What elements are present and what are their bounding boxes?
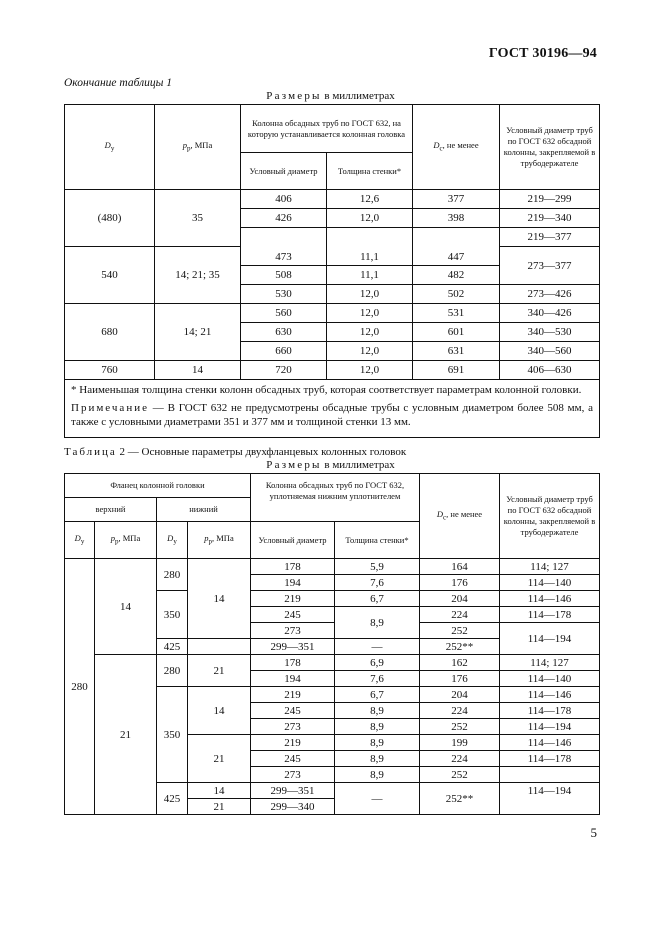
cell: 560 [241, 304, 327, 323]
t2-dy-lower: 350 [157, 591, 188, 639]
dimensions-word: Размеры [266, 459, 322, 471]
cell: 178 [251, 655, 335, 671]
cell: 114—140 [500, 671, 600, 687]
cell: 398 [413, 209, 500, 228]
t1-pp: 14; 21 [155, 304, 241, 361]
t2-pp-lower: 21 [188, 799, 251, 815]
cell: 114; 127 [500, 655, 600, 671]
cell: 12,0 [327, 209, 413, 228]
cell: 12,0 [327, 285, 413, 304]
table-row [65, 304, 600, 323]
table-row [65, 190, 600, 209]
t1-footnote: * Наименьшая толщина стенки колонн обсадных труб, которая соответствует параметрам колонной головки. [71, 384, 582, 396]
cell: 114—178 [500, 607, 600, 623]
cell: 720 [241, 361, 327, 380]
cell: 11,1 [327, 266, 413, 285]
t2-header-column: Колонна обсадных труб по ГОСТ 632, уплотняемая нижним уплотнителем [251, 474, 420, 522]
cell: 219 [251, 591, 335, 607]
cell: 447 [413, 228, 500, 266]
t1-dy: 680 [65, 304, 155, 361]
cell: 199 [420, 735, 500, 751]
t2-header-wall: Толщина стенки* [335, 522, 420, 559]
cell: 178 [251, 559, 335, 575]
t2-header-pp-upper: $p_p$, МПа [95, 522, 157, 559]
t2-header-upper: верхний [65, 498, 157, 522]
cell: 245 [251, 751, 335, 767]
cell: 219 [251, 735, 335, 751]
cell: 114—194 [500, 783, 600, 815]
t2-pp-lower: 14 [188, 687, 251, 735]
cell: 114—194 [500, 623, 600, 655]
cell: 482 [413, 266, 500, 285]
t2-dy-lower: 350 [157, 687, 188, 783]
t2-pp-lower: 21 [188, 735, 251, 783]
cell: 8,9 [335, 607, 420, 639]
cell: 176 [420, 575, 500, 591]
table1-continuation-label: Окончание таблицы 1 [64, 77, 172, 89]
cell: 426 [241, 209, 327, 228]
table1 [64, 104, 600, 438]
cell: 114—140 [500, 575, 600, 591]
t1-header-column: Колонна обсадных труб по ГОСТ 632, на которую устанавливается колонная головка [241, 105, 413, 153]
t1-header-wall: Толщина стенки* [327, 153, 413, 190]
cell: 273 [251, 767, 335, 783]
cell: 194 [251, 575, 335, 591]
cell: 252 [420, 719, 500, 735]
cell: 8,9 [335, 751, 420, 767]
cell: 219 [251, 687, 335, 703]
cell: 630 [241, 323, 327, 342]
cell: 114—178 [500, 751, 600, 767]
cell: 224 [420, 703, 500, 719]
cell: — [335, 639, 420, 655]
cell: 224 [420, 751, 500, 767]
t2-pp-lower: 14 [188, 783, 251, 799]
cell: 299—351 [251, 639, 335, 655]
cell: 406—630 [500, 361, 600, 380]
cell: 8,9 [335, 767, 420, 783]
t1-pp: 35 [155, 190, 241, 247]
cell: 406 [241, 190, 327, 209]
t1-header-pp: $p_p$, МПа [155, 105, 241, 190]
t2-pp-upper: 14 [95, 559, 157, 655]
cell: 114—146 [500, 591, 600, 607]
t2-dy-lower: 425 [157, 783, 188, 815]
cell: 12,0 [327, 342, 413, 361]
t2-header-dc: $D_c$, не менее [420, 474, 500, 559]
t1-header-dc: $D_c$, не менее [413, 105, 500, 190]
cell: 273 [251, 623, 335, 639]
t2-pp-upper: 21 [95, 655, 157, 815]
cell: 114—178 [500, 703, 600, 719]
cell: 299—351 [251, 783, 335, 799]
t2-header-cond-diam-long: Условный диаметр труб по ГОСТ 632 обсадной колонны, закрепляемой в трубодержателе [500, 474, 600, 559]
t2-pp-lower: 21 [188, 655, 251, 687]
t2-header-pp-lower: $p_p$, МПа [188, 522, 251, 559]
t1-header-cond-diam: Условный диаметр [241, 153, 327, 190]
cell: 299—340 [251, 799, 335, 815]
cell: 601 [413, 323, 500, 342]
cell: 530 [241, 285, 327, 304]
cell: 219—340 [500, 209, 600, 228]
cell: 508 [241, 266, 327, 285]
cell: 204 [420, 687, 500, 703]
cell: 219—377 [500, 228, 600, 247]
table2 [64, 473, 600, 815]
dimensions-word: Размеры [266, 90, 322, 102]
t2-header-flange: Фланец колонной головки [65, 474, 251, 498]
cell: 7,6 [335, 671, 420, 687]
cell: 340—560 [500, 342, 600, 361]
cell [500, 767, 600, 783]
cell: 12,0 [327, 361, 413, 380]
t1-pp: 14 [155, 361, 241, 380]
cell: — [335, 783, 420, 815]
cell: 8,9 [335, 703, 420, 719]
cell: 6,9 [335, 655, 420, 671]
t1-note: Примечание — В ГОСТ 632 не предусмотрены обсадные трубы с условным диаметром более 508 мм, а также с условными диаметрами 351 и 377 мм и толщиной стенки 13 мм. [71, 402, 594, 428]
t2-header-dy-upper: $D_y$ [65, 522, 95, 559]
cell: 176 [420, 671, 500, 687]
t2-header-dy-lower: $D_y$ [157, 522, 188, 559]
cell: 660 [241, 342, 327, 361]
t2-header-lower: нижний [157, 498, 251, 522]
cell: 6,7 [335, 591, 420, 607]
table-row [65, 559, 600, 575]
cell: 273 [251, 719, 335, 735]
t2-header-cond-diam: Условный диаметр [251, 522, 335, 559]
t1-dy: (480) [65, 190, 155, 247]
table2-dimensions-caption [0, 459, 661, 471]
t2-dy-lower: 280 [157, 559, 188, 591]
cell [188, 639, 251, 655]
cell: 245 [251, 607, 335, 623]
cell: 273—426 [500, 285, 600, 304]
cell: 12,0 [327, 304, 413, 323]
dimensions-unit: в миллиметрах [324, 90, 395, 102]
cell: 194 [251, 671, 335, 687]
t2-dy-lower: 425 [157, 639, 188, 655]
document-standard-number: ГОСТ 30196—94 [488, 46, 597, 61]
cell: 252 [420, 767, 500, 783]
cell: 204 [420, 591, 500, 607]
cell: 8,9 [335, 719, 420, 735]
cell: 219—299 [500, 190, 600, 209]
cell: 12,6 [327, 190, 413, 209]
table-row [65, 655, 600, 671]
t1-pp: 14; 21; 35 [155, 247, 241, 304]
cell: 502 [413, 285, 500, 304]
page-number: 5 [590, 825, 597, 840]
cell: 691 [413, 361, 500, 380]
t1-dy: 540 [65, 247, 155, 304]
table-row [65, 361, 600, 380]
cell: 340—530 [500, 323, 600, 342]
cell: 114; 127 [500, 559, 600, 575]
cell: 162 [420, 655, 500, 671]
cell: 114—146 [500, 687, 600, 703]
dimensions-unit: в миллиметрах [324, 459, 395, 471]
t1-header-dy: $D_y$ [65, 105, 155, 190]
cell: 5,9 [335, 559, 420, 575]
t1-notes [65, 380, 600, 438]
t1-header-cond-diam-long: Условный диаметр труб по ГОСТ 632 обсадной колонны, закрепляемой в трубодержателе [500, 105, 600, 190]
cell: 631 [413, 342, 500, 361]
cell: 114—194 [500, 719, 600, 735]
cell: 473 [241, 228, 327, 266]
cell: 11,1 [327, 228, 413, 266]
cell: 114—146 [500, 735, 600, 751]
t2-dy-lower: 280 [157, 655, 188, 687]
cell: 6,7 [335, 687, 420, 703]
cell: 531 [413, 304, 500, 323]
t1-dy: 760 [65, 361, 155, 380]
cell: 340—426 [500, 304, 600, 323]
cell: 245 [251, 703, 335, 719]
t2-pp-lower: 14 [188, 559, 251, 639]
cell: 7,6 [335, 575, 420, 591]
cell: 8,9 [335, 735, 420, 751]
cell: 164 [420, 559, 500, 575]
cell: 252** [420, 783, 500, 815]
cell: 252** [420, 639, 500, 655]
cell: 273—377 [500, 247, 600, 285]
t2-dy-upper: 280 [65, 559, 95, 815]
cell: 224 [420, 607, 500, 623]
cell: 377 [413, 190, 500, 209]
table2-title: Таблица 2 — Основные параметры двухфланцевых колонных головок [64, 446, 407, 458]
cell: 252 [420, 623, 500, 639]
cell: 12,0 [327, 323, 413, 342]
table1-dimensions-caption [0, 90, 661, 102]
